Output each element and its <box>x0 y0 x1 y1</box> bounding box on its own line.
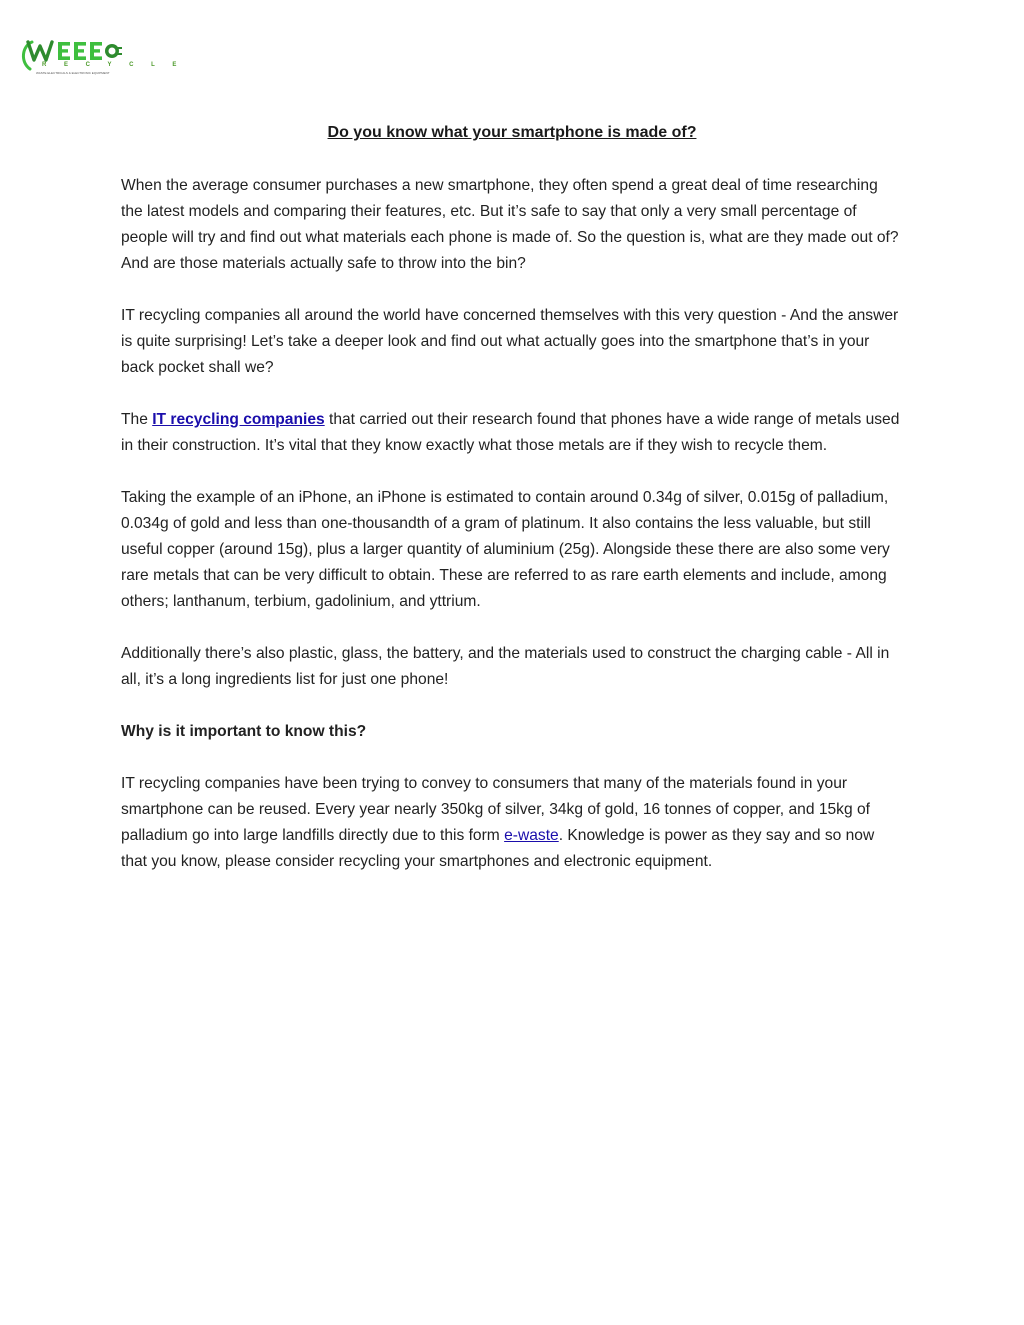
document-body <box>121 173 903 901</box>
logo-subword: R E C Y C L E <box>42 62 185 68</box>
e-waste-link[interactable]: e-waste <box>504 827 559 844</box>
paragraph-additional-materials: Additionally there’s also plastic, glass, the battery, and the materials used to construct the charging cable - All in all, it’s a long ingredients list for just one phone! <box>121 645 890 688</box>
paragraph-intro: When the average consumer purchases a new smartphone, they often spend a great deal of time researching the latest models and comparing their features, etc. But it’s safe to say that only a very small percentage of people will try and find out what materials each phone is made of. So the question is, what are they made out of? And are those materials actually safe to throw into the bin? <box>121 177 899 272</box>
paragraph-conclusion-before: IT recycling companies have been trying to convey to consumers that many of the materials found in your smartphone can be reused. Every year nearly 350kg of silver, 34kg of gold, 16 tonnes of copper, and 15kg of palladium go into large landfills directly due to this form <box>121 775 870 844</box>
logo-tagline: WASTE ELECTRICALS & ELECTRONIC EQUIPMENT <box>36 71 110 75</box>
weee-recycle-logo <box>18 36 185 78</box>
subheading-importance: Why is it important to know this? <box>121 723 367 740</box>
paragraph-conclusion-after: . Knowledge is power as they say and so now that you know, please consider recycling your smartphones and electronic equipment. <box>121 827 875 870</box>
paragraph-metals-after: that carried out their research found that phones have a wide range of metals used in their construction. It’s vital that they know exactly what those metals are if they wish to recycle them. <box>121 411 900 454</box>
paragraph-conclusion <box>121 771 903 875</box>
paragraph-iphone-example: Taking the example of an iPhone, an iPhone is estimated to contain around 0.34g of silver, 0.015g of palladium, 0.034g of gold and less than one-thousandth of a gram of platinum. It also contains the less valuable, but still useful copper (around 15g), plus a larger quantity of aluminium (25g). Alongside these there are also some very rare metals that can be very difficult to obtain. These are referred to as rare earth elements and include, among others; lanthanum, terbium, gadolinium, and yttrium. <box>121 489 890 610</box>
paragraph-question: IT recycling companies all around the world have concerned themselves with this very question - And the answer is quite surprising! Let’s take a deeper look and find out what actually goes into the smartphone that’s in your back pocket shall we? <box>121 307 899 376</box>
paragraph-metals-before: The <box>121 411 153 428</box>
paragraph-metals <box>121 407 903 459</box>
document-title: Do you know what your smartphone is made of? <box>327 124 697 141</box>
it-recycling-companies-link[interactable]: IT recycling companies <box>152 411 325 428</box>
